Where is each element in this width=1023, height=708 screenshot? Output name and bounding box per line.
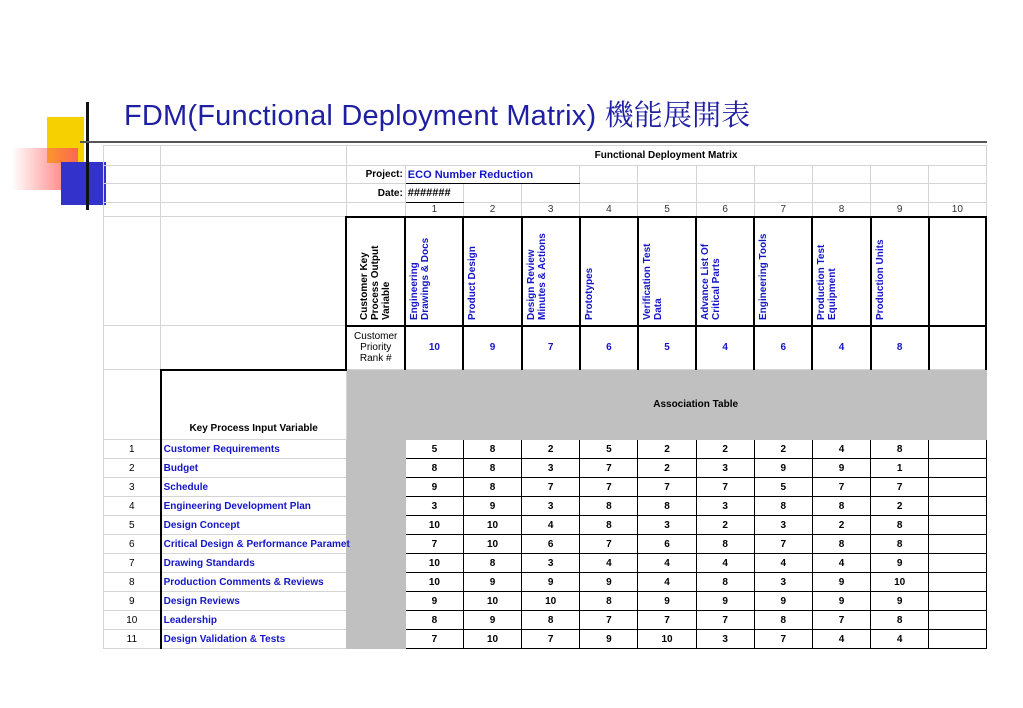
association-value[interactable]: 4 [638,554,696,573]
association-value[interactable]: 10 [463,630,521,649]
priority-rank[interactable]: 10 [405,326,463,370]
cell-blank[interactable] [871,184,929,203]
fdm-table [103,145,987,649]
association-value[interactable]: 2 [812,516,870,535]
association-value[interactable]: 7 [580,535,638,554]
association-table-label[interactable]: Association Table [405,370,986,440]
cell-blank[interactable] [161,203,347,217]
association-value[interactable]: 9 [871,554,929,573]
column-header[interactable] [580,217,638,326]
association-value[interactable]: 9 [463,573,521,592]
association-value[interactable]: 4 [638,573,696,592]
date-value[interactable]: ####### [405,184,463,203]
priority-rank[interactable]: 7 [522,326,580,370]
association-value[interactable]: 7 [580,459,638,478]
association-value[interactable]: 10 [405,516,463,535]
association-value[interactable]: 8 [580,592,638,611]
association-value[interactable]: 10 [405,573,463,592]
association-value[interactable]: 8 [871,535,929,554]
column-header[interactable] [638,217,696,326]
association-value[interactable]: 8 [812,497,870,516]
association-value[interactable]: 8 [463,478,521,497]
cell-blank[interactable] [104,326,161,370]
priority-rank[interactable] [929,326,986,370]
association-value[interactable]: 9 [812,459,870,478]
association-value[interactable]: 8 [463,554,521,573]
association-value[interactable]: 9 [405,478,463,497]
association-value[interactable]: 7 [754,535,812,554]
row-number[interactable]: 3 [104,478,161,497]
association-value[interactable] [929,535,986,554]
association-value[interactable]: 8 [405,459,463,478]
column-header[interactable] [405,217,463,326]
row-number[interactable]: 9 [104,592,161,611]
row-number[interactable]: 8 [104,573,161,592]
project-value[interactable]: ECO Number Reduction [405,166,579,184]
association-value[interactable]: 7 [405,535,463,554]
row-number[interactable]: 6 [104,535,161,554]
association-value[interactable]: 7 [812,611,870,630]
column-number[interactable]: 3 [522,203,580,217]
row-number[interactable]: 4 [104,497,161,516]
column-header[interactable] [522,217,580,326]
cell-blank[interactable] [522,184,580,203]
association-value[interactable]: 4 [871,630,929,649]
cell-blank[interactable] [104,184,161,203]
association-value[interactable]: 8 [871,440,929,459]
cell-blank[interactable] [346,203,405,217]
association-value[interactable]: 10 [405,554,463,573]
association-value[interactable]: 4 [812,630,870,649]
cell-blank[interactable] [104,370,161,440]
column-header-label: Production Units [874,238,886,320]
association-value[interactable]: 7 [638,611,696,630]
association-value[interactable]: 8 [696,535,754,554]
association-value[interactable]: 3 [405,497,463,516]
association-value[interactable]: 3 [522,554,580,573]
association-value[interactable]: 8 [580,516,638,535]
priority-rank[interactable]: 8 [871,326,929,370]
cell-blank[interactable] [161,146,347,166]
association-value[interactable]: 8 [754,497,812,516]
cell-blank[interactable] [812,166,870,184]
association-value[interactable]: 10 [463,516,521,535]
association-value[interactable]: 9 [871,592,929,611]
association-value[interactable] [929,440,986,459]
column-header[interactable] [754,217,812,326]
association-value[interactable]: 10 [871,573,929,592]
output-variable-header[interactable] [346,217,405,326]
cell-blank[interactable] [929,184,986,203]
column-number[interactable]: 5 [638,203,696,217]
association-value[interactable]: 8 [754,611,812,630]
kpiv-header[interactable]: Key Process Input Variable [161,370,347,440]
input-variable[interactable]: Drawing Standards [161,554,347,573]
association-value[interactable]: 10 [522,592,580,611]
association-value[interactable]: 6 [522,535,580,554]
association-value[interactable]: 9 [580,630,638,649]
association-value[interactable]: 7 [580,611,638,630]
column-header[interactable] [929,217,986,326]
slide-title: FDM(Functional Deployment Matrix) 機能展開表 [124,100,751,132]
input-variable[interactable]: Critical Design & Performance Paramet [161,535,347,554]
cell-blank[interactable] [638,184,696,203]
association-value[interactable]: 9 [405,592,463,611]
cell-blank[interactable] [104,146,161,166]
cell-blank[interactable] [696,184,754,203]
priority-rank[interactable]: 4 [696,326,754,370]
association-value[interactable]: 9 [812,573,870,592]
association-value[interactable]: 8 [871,611,929,630]
column-header[interactable] [871,217,929,326]
association-value[interactable]: 10 [463,535,521,554]
priority-rank[interactable]: 4 [812,326,870,370]
column-header-label: Prototypes [583,267,595,320]
association-value[interactable]: 3 [522,497,580,516]
association-value[interactable]: 4 [812,440,870,459]
association-value[interactable]: 1 [871,459,929,478]
association-value[interactable]: 7 [638,478,696,497]
input-variable[interactable]: Schedule [161,478,347,497]
association-value[interactable]: 5 [754,478,812,497]
association-value[interactable]: 6 [638,535,696,554]
cell-blank[interactable] [104,166,161,184]
column-number[interactable]: 4 [580,203,638,217]
association-value[interactable]: 8 [405,611,463,630]
column-number[interactable]: 2 [463,203,521,217]
input-variable[interactable]: Budget [161,459,347,478]
association-value[interactable]: 4 [522,516,580,535]
association-value[interactable]: 2 [696,516,754,535]
project-label[interactable]: Project: [346,166,405,184]
column-header-label: Advance List Of Critical Parts [700,243,723,320]
association-value[interactable]: 7 [812,478,870,497]
cell-blank[interactable] [696,166,754,184]
association-value[interactable]: 2 [522,440,580,459]
association-value[interactable]: 3 [754,573,812,592]
column-header[interactable] [696,217,754,326]
association-value[interactable]: 9 [638,592,696,611]
spreadsheet [103,145,987,650]
association-value[interactable]: 10 [463,592,521,611]
association-value[interactable]: 4 [696,554,754,573]
association-value[interactable]: 8 [463,440,521,459]
column-header-label: Engineering Drawings & Docs [409,237,432,320]
association-value[interactable] [929,592,986,611]
output-variable-label: Customer Key Process Output Variable [359,245,393,320]
column-number[interactable]: 7 [754,203,812,217]
priority-label[interactable]: Customer Priority Rank # [346,326,405,370]
column-header-label: Verification Test Data [641,242,664,320]
association-value[interactable]: 3 [696,630,754,649]
priority-rank[interactable]: 5 [638,326,696,370]
association-value[interactable]: 8 [580,497,638,516]
priority-rank[interactable]: 6 [580,326,638,370]
cell-blank[interactable] [161,166,347,184]
association-value[interactable]: 9 [463,497,521,516]
association-value[interactable]: 8 [696,573,754,592]
row-number[interactable]: 1 [104,440,161,459]
column-header-label: Production Test Equipment [816,244,839,320]
row-number[interactable]: 2 [104,459,161,478]
column-header-label: Product Design [467,245,479,320]
cell-blank[interactable] [754,166,812,184]
association-value[interactable]: 7 [696,611,754,630]
column-number[interactable]: 9 [871,203,929,217]
association-value[interactable]: 2 [696,440,754,459]
column-header[interactable] [812,217,870,326]
cell-blank[interactable] [161,326,347,370]
association-value[interactable]: 3 [696,497,754,516]
cell-blank[interactable] [580,184,638,203]
cell-blank[interactable] [871,166,929,184]
cell-blank[interactable] [638,166,696,184]
association-value[interactable]: 9 [522,573,580,592]
association-value[interactable]: 9 [463,611,521,630]
input-variable[interactable]: Design Reviews [161,592,347,611]
association-value[interactable]: 4 [580,554,638,573]
association-value[interactable]: 2 [638,440,696,459]
row-number[interactable]: 10 [104,611,161,630]
association-value[interactable]: 7 [871,478,929,497]
association-value[interactable]: 7 [754,630,812,649]
priority-rank[interactable]: 6 [754,326,812,370]
association-value[interactable]: 7 [522,478,580,497]
input-variable[interactable]: Production Comments & Reviews [161,573,347,592]
association-value[interactable]: 7 [696,478,754,497]
association-value[interactable]: 8 [871,516,929,535]
association-value[interactable] [929,554,986,573]
column-number[interactable]: 1 [405,203,463,217]
association-value[interactable] [929,630,986,649]
association-value[interactable] [929,611,986,630]
row-number[interactable]: 11 [104,630,161,649]
association-value[interactable]: 8 [812,535,870,554]
association-value[interactable]: 8 [522,611,580,630]
input-variable[interactable]: Design Validation & Tests [161,630,347,649]
priority-rank[interactable]: 9 [463,326,521,370]
cell-blank[interactable] [161,184,347,203]
association-value[interactable]: 2 [638,459,696,478]
column-number[interactable]: 8 [812,203,870,217]
input-variable[interactable]: Design Concept [161,516,347,535]
association-value[interactable]: 3 [638,516,696,535]
association-value[interactable]: 9 [580,573,638,592]
association-value[interactable]: 3 [696,459,754,478]
column-number[interactable]: 10 [929,203,986,217]
input-variable[interactable]: Engineering Development Plan [161,497,347,516]
cell-blank[interactable] [812,184,870,203]
association-value[interactable]: 8 [638,497,696,516]
decor-vertical-line [86,102,89,210]
cell-blank[interactable] [580,166,638,184]
association-value[interactable]: 7 [405,630,463,649]
cell-blank[interactable] [161,217,347,326]
column-header-label: Engineering Tools [758,233,770,320]
association-value[interactable]: 8 [463,459,521,478]
matrix-title[interactable]: Functional Deployment Matrix [346,146,986,166]
association-value[interactable]: 4 [812,554,870,573]
association-value[interactable]: 2 [871,497,929,516]
association-value[interactable] [929,573,986,592]
association-value[interactable] [929,516,986,535]
association-value[interactable]: 3 [522,459,580,478]
column-header[interactable] [463,217,521,326]
association-value[interactable]: 7 [522,630,580,649]
gray-margin[interactable] [346,370,405,649]
association-value[interactable]: 5 [405,440,463,459]
association-value[interactable] [929,478,986,497]
cell-blank[interactable] [754,184,812,203]
cell-blank[interactable] [463,184,521,203]
row-number[interactable]: 7 [104,554,161,573]
association-value[interactable]: 10 [638,630,696,649]
association-value[interactable]: 2 [754,440,812,459]
cell-blank[interactable] [104,217,161,326]
association-value[interactable] [929,459,986,478]
association-value[interactable]: 4 [754,554,812,573]
association-value[interactable]: 9 [696,592,754,611]
input-variable[interactable]: Customer Requirements [161,440,347,459]
input-variable[interactable]: Leadership [161,611,347,630]
association-value[interactable]: 9 [812,592,870,611]
column-number[interactable]: 6 [696,203,754,217]
association-value[interactable]: 9 [754,459,812,478]
decor-blue-square [61,162,106,205]
association-value[interactable]: 5 [580,440,638,459]
cell-blank[interactable] [929,166,986,184]
association-value[interactable] [929,497,986,516]
date-label[interactable]: Date: [346,184,405,203]
title-underline [80,141,987,143]
association-value[interactable]: 3 [754,516,812,535]
column-header-label: Design Review Minutes & Actions [525,232,548,320]
cell-blank[interactable] [104,203,161,217]
row-number[interactable]: 5 [104,516,161,535]
association-value[interactable]: 9 [754,592,812,611]
association-value[interactable]: 7 [580,478,638,497]
